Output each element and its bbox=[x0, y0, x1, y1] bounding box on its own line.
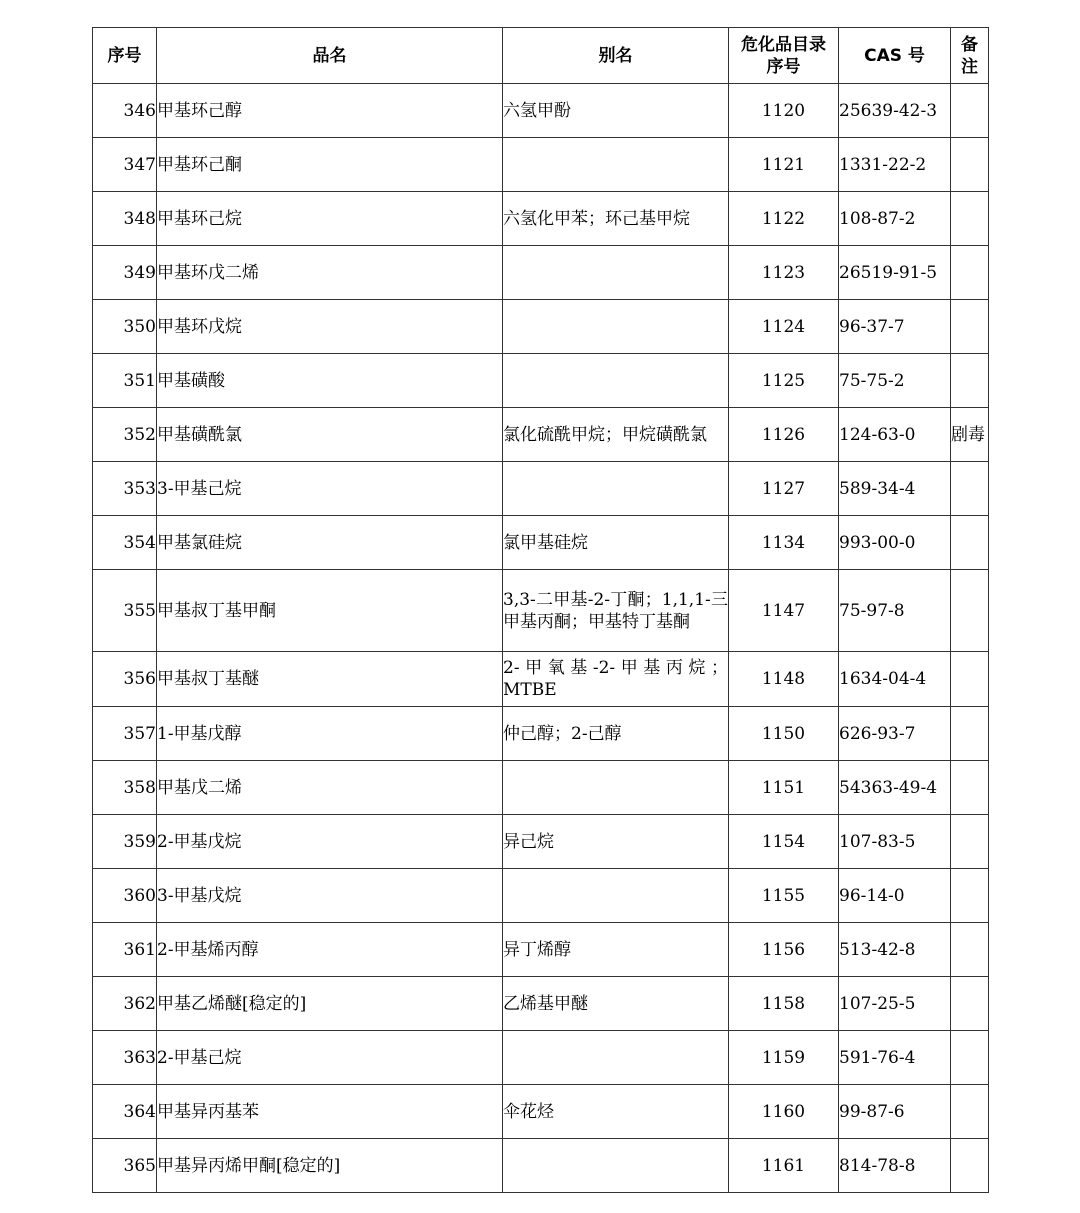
row-cas: 626-93-7 bbox=[839, 707, 951, 761]
row-cas: 589-34-4 bbox=[839, 462, 951, 516]
table-row bbox=[93, 516, 989, 570]
table-row bbox=[93, 1031, 989, 1085]
row-note bbox=[951, 923, 989, 977]
row-alias bbox=[503, 462, 729, 516]
row-seq: 354 bbox=[93, 516, 157, 570]
row-name: 甲基异丙烯甲酮[稳定的] bbox=[157, 1139, 503, 1193]
row-catalog-number: 1161 bbox=[729, 1139, 839, 1193]
row-note bbox=[951, 138, 989, 192]
row-alias: 3,3-二甲基-2-丁酮；1,1,1-三甲基丙酮；甲基特丁基酮 bbox=[503, 570, 729, 652]
row-alias bbox=[503, 300, 729, 354]
row-catalog-number: 1158 bbox=[729, 977, 839, 1031]
table-header bbox=[93, 28, 989, 84]
table-row bbox=[93, 354, 989, 408]
header-note-line1: 备 bbox=[961, 34, 978, 55]
row-alias bbox=[503, 354, 729, 408]
header-cas: CAS 号 bbox=[839, 28, 951, 84]
row-alias bbox=[503, 1139, 729, 1193]
row-note bbox=[951, 652, 989, 707]
row-alias bbox=[503, 246, 729, 300]
row-alias: 伞花烃 bbox=[503, 1085, 729, 1139]
row-alias: 氯化硫酰甲烷；甲烷磺酰氯 bbox=[503, 408, 729, 462]
header-note bbox=[951, 28, 989, 84]
table-row bbox=[93, 84, 989, 138]
row-name: 3-甲基己烷 bbox=[157, 462, 503, 516]
row-cas: 107-25-5 bbox=[839, 977, 951, 1031]
row-cas: 99-87-6 bbox=[839, 1085, 951, 1139]
row-note bbox=[951, 761, 989, 815]
row-name: 甲基磺酰氯 bbox=[157, 408, 503, 462]
row-alias bbox=[503, 138, 729, 192]
row-name: 甲基叔丁基醚 bbox=[157, 652, 503, 707]
table-row bbox=[93, 761, 989, 815]
row-note bbox=[951, 1139, 989, 1193]
row-seq: 365 bbox=[93, 1139, 157, 1193]
table-row bbox=[93, 652, 989, 707]
row-note bbox=[951, 707, 989, 761]
row-note: 剧毒 bbox=[951, 408, 989, 462]
hazardous-chemicals-table bbox=[92, 27, 989, 1193]
row-catalog-number: 1120 bbox=[729, 84, 839, 138]
table-row bbox=[93, 977, 989, 1031]
row-cas: 75-75-2 bbox=[839, 354, 951, 408]
row-note bbox=[951, 246, 989, 300]
table-row bbox=[93, 1139, 989, 1193]
table-body bbox=[93, 84, 989, 1193]
table-row bbox=[93, 869, 989, 923]
row-note bbox=[951, 462, 989, 516]
row-catalog-number: 1148 bbox=[729, 652, 839, 707]
row-name: 甲基环戊烷 bbox=[157, 300, 503, 354]
row-catalog-number: 1122 bbox=[729, 192, 839, 246]
table-row bbox=[93, 462, 989, 516]
row-catalog-number: 1134 bbox=[729, 516, 839, 570]
row-alias bbox=[503, 869, 729, 923]
row-alias: 六氢化甲苯；环己基甲烷 bbox=[503, 192, 729, 246]
row-cas: 1634-04-4 bbox=[839, 652, 951, 707]
row-catalog-number: 1154 bbox=[729, 815, 839, 869]
row-name: 甲基环戊二烯 bbox=[157, 246, 503, 300]
row-alias: 乙烯基甲醚 bbox=[503, 977, 729, 1031]
header-seq: 序号 bbox=[93, 28, 157, 84]
row-note bbox=[951, 1085, 989, 1139]
header-alias: 别名 bbox=[503, 28, 729, 84]
row-name: 甲基环己醇 bbox=[157, 84, 503, 138]
row-note bbox=[951, 516, 989, 570]
row-alias: 异己烷 bbox=[503, 815, 729, 869]
header-note-line2: 注 bbox=[961, 56, 978, 77]
header-row bbox=[93, 28, 989, 84]
row-cas: 26519-91-5 bbox=[839, 246, 951, 300]
row-cas: 124-63-0 bbox=[839, 408, 951, 462]
table-row bbox=[93, 300, 989, 354]
row-seq: 364 bbox=[93, 1085, 157, 1139]
row-note bbox=[951, 869, 989, 923]
row-seq: 363 bbox=[93, 1031, 157, 1085]
row-cas: 993-00-0 bbox=[839, 516, 951, 570]
row-note bbox=[951, 300, 989, 354]
row-name: 2-甲基烯丙醇 bbox=[157, 923, 503, 977]
row-catalog-number: 1156 bbox=[729, 923, 839, 977]
header-catalog-line1: 危化品目录 bbox=[741, 34, 826, 55]
row-cas: 25639-42-3 bbox=[839, 84, 951, 138]
row-seq: 360 bbox=[93, 869, 157, 923]
row-seq: 352 bbox=[93, 408, 157, 462]
row-note bbox=[951, 192, 989, 246]
row-alias bbox=[503, 761, 729, 815]
row-catalog-number: 1147 bbox=[729, 570, 839, 652]
table-row bbox=[93, 570, 989, 652]
row-name: 甲基乙烯醚[稳定的] bbox=[157, 977, 503, 1031]
row-seq: 356 bbox=[93, 652, 157, 707]
row-cas: 591-76-4 bbox=[839, 1031, 951, 1085]
table-row bbox=[93, 408, 989, 462]
row-cas: 96-37-7 bbox=[839, 300, 951, 354]
row-cas: 75-97-8 bbox=[839, 570, 951, 652]
table-row bbox=[93, 815, 989, 869]
row-seq: 355 bbox=[93, 570, 157, 652]
row-note bbox=[951, 354, 989, 408]
row-name: 甲基环己酮 bbox=[157, 138, 503, 192]
row-cas: 513-42-8 bbox=[839, 923, 951, 977]
row-name: 甲基环己烷 bbox=[157, 192, 503, 246]
row-catalog-number: 1126 bbox=[729, 408, 839, 462]
header-name: 品名 bbox=[157, 28, 503, 84]
row-alias: 仲己醇；2-己醇 bbox=[503, 707, 729, 761]
row-seq: 347 bbox=[93, 138, 157, 192]
row-catalog-number: 1160 bbox=[729, 1085, 839, 1139]
table-row bbox=[93, 246, 989, 300]
table-row bbox=[93, 707, 989, 761]
row-seq: 362 bbox=[93, 977, 157, 1031]
row-cas: 96-14-0 bbox=[839, 869, 951, 923]
row-name: 甲基戊二烯 bbox=[157, 761, 503, 815]
row-alias: 氯甲基硅烷 bbox=[503, 516, 729, 570]
row-alias: 2-甲氧基-2-甲基丙烷；MTBE bbox=[503, 652, 729, 707]
row-seq: 351 bbox=[93, 354, 157, 408]
row-cas: 108-87-2 bbox=[839, 192, 951, 246]
row-note bbox=[951, 570, 989, 652]
row-name: 甲基磺酸 bbox=[157, 354, 503, 408]
row-seq: 346 bbox=[93, 84, 157, 138]
row-catalog-number: 1151 bbox=[729, 761, 839, 815]
table-row bbox=[93, 192, 989, 246]
row-cas: 54363-49-4 bbox=[839, 761, 951, 815]
row-name: 2-甲基戊烷 bbox=[157, 815, 503, 869]
row-alias bbox=[503, 1031, 729, 1085]
row-seq: 359 bbox=[93, 815, 157, 869]
row-name: 2-甲基己烷 bbox=[157, 1031, 503, 1085]
row-name: 甲基叔丁基甲酮 bbox=[157, 570, 503, 652]
row-seq: 350 bbox=[93, 300, 157, 354]
row-seq: 349 bbox=[93, 246, 157, 300]
header-catalog-number bbox=[729, 28, 839, 84]
row-cas: 107-83-5 bbox=[839, 815, 951, 869]
table-row bbox=[93, 1085, 989, 1139]
header-catalog-line2: 序号 bbox=[766, 56, 801, 77]
row-catalog-number: 1150 bbox=[729, 707, 839, 761]
row-note bbox=[951, 84, 989, 138]
row-name: 1-甲基戊醇 bbox=[157, 707, 503, 761]
row-catalog-number: 1155 bbox=[729, 869, 839, 923]
row-seq: 357 bbox=[93, 707, 157, 761]
row-note bbox=[951, 977, 989, 1031]
row-alias: 六氢甲酚 bbox=[503, 84, 729, 138]
row-seq: 358 bbox=[93, 761, 157, 815]
table-row bbox=[93, 138, 989, 192]
row-name: 甲基氯硅烷 bbox=[157, 516, 503, 570]
row-catalog-number: 1159 bbox=[729, 1031, 839, 1085]
row-seq: 353 bbox=[93, 462, 157, 516]
row-seq: 348 bbox=[93, 192, 157, 246]
row-alias: 异丁烯醇 bbox=[503, 923, 729, 977]
row-cas: 814-78-8 bbox=[839, 1139, 951, 1193]
table-row bbox=[93, 923, 989, 977]
row-catalog-number: 1121 bbox=[729, 138, 839, 192]
row-note bbox=[951, 1031, 989, 1085]
row-name: 甲基异丙基苯 bbox=[157, 1085, 503, 1139]
row-note bbox=[951, 815, 989, 869]
row-seq: 361 bbox=[93, 923, 157, 977]
row-catalog-number: 1125 bbox=[729, 354, 839, 408]
row-name: 3-甲基戊烷 bbox=[157, 869, 503, 923]
row-catalog-number: 1127 bbox=[729, 462, 839, 516]
row-catalog-number: 1123 bbox=[729, 246, 839, 300]
row-catalog-number: 1124 bbox=[729, 300, 839, 354]
row-cas: 1331-22-2 bbox=[839, 138, 951, 192]
